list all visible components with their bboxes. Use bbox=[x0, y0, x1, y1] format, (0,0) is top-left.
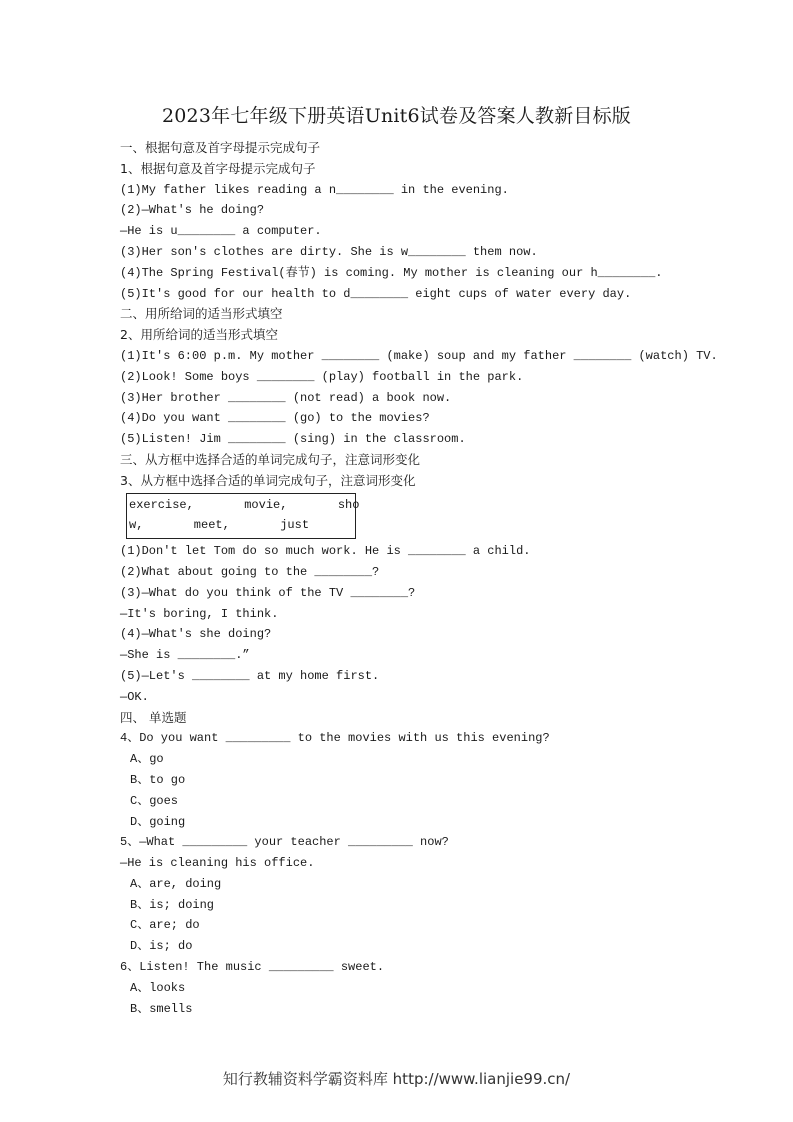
q1-item: (5)It's good for our health to d________ eight cups of water every day. bbox=[120, 286, 632, 301]
q3-item: (1)Don't let Tom do so much work. He is ________ a child. bbox=[120, 544, 531, 559]
q3-item: (3)—What do you think of the TV ________? bbox=[120, 585, 416, 600]
q2-item: (3)Her brother ________ (not read) a book now. bbox=[120, 390, 452, 405]
q3-item: (4)—What's she doing? bbox=[120, 627, 272, 642]
q4-option: B、to go bbox=[130, 772, 186, 787]
q3-item: (2)What about going to the ________? bbox=[120, 564, 380, 579]
question-heading-2: 2、用所给词的适当形式填空 bbox=[120, 327, 278, 343]
q5-stem: 5、—What _________ your teacher _________ now? bbox=[120, 835, 449, 850]
word-box bbox=[126, 493, 360, 540]
q2-item: (2)Look! Some boys ________ (play) football in the park. bbox=[120, 369, 524, 384]
q3-item: (5)—Let's ________ at my home first. bbox=[120, 668, 380, 683]
q1-item: (2)—What's he doing? bbox=[120, 203, 265, 218]
question-heading-3: 3、从方框中选择合适的单词完成句子，注意词形变化 bbox=[120, 472, 416, 488]
q5-option: A、are, doing bbox=[130, 876, 222, 891]
document-body bbox=[120, 138, 718, 1019]
q6-option: B、smells bbox=[130, 1001, 193, 1016]
q2-item: (5)Listen! Jim ________ (sing) in the classroom. bbox=[120, 432, 466, 447]
page-footer: 知行教辅资料学霸资料库 http://www.lianjie99.cn/ bbox=[222, 1070, 571, 1088]
question-heading-1: 1、根据句意及首字母提示完成句子 bbox=[120, 160, 316, 176]
q3-item: —She is ________.” bbox=[120, 648, 250, 663]
q5-option: C、are; do bbox=[130, 918, 200, 933]
q4-option: A、go bbox=[130, 752, 164, 767]
q6-stem: 6、Listen! The music _________ sweet. bbox=[120, 960, 385, 975]
q6-option: A、looks bbox=[130, 980, 186, 995]
q3-item: —OK. bbox=[120, 689, 149, 704]
q5-option: D、is; do bbox=[130, 939, 193, 954]
q5-stem-reply: —He is cleaning his office. bbox=[120, 856, 315, 871]
section-heading-2: 二、用所给词的适当形式填空 bbox=[120, 306, 283, 322]
word-box-line: w, meet, just bbox=[129, 518, 310, 533]
word-box-line: exercise, movie, sho bbox=[129, 497, 360, 512]
q5-option: B、is; doing bbox=[130, 897, 215, 912]
q3-item: —It's boring, I think. bbox=[120, 606, 279, 621]
q4-stem: 4、Do you want _________ to the movies with us this evening? bbox=[120, 731, 550, 746]
q1-item: (1)My father likes reading a n________ in the evening. bbox=[120, 182, 509, 197]
section-heading-4: 四、 单选题 bbox=[120, 709, 187, 725]
section-heading-3: 三、从方框中选择合适的单词完成句子，注意词形变化 bbox=[120, 451, 421, 467]
q1-item: (3)Her son's clothes are dirty. She is w________ them now. bbox=[120, 244, 538, 259]
section-heading-1: 一、根据句意及首字母提示完成句子 bbox=[120, 140, 321, 155]
q1-item: (4)The Spring Festival(春节) is coming. My mother is cleaning our h________. bbox=[120, 265, 663, 280]
q2-item: (4)Do you want ________ (go) to the movies? bbox=[120, 411, 430, 426]
q4-option: D、going bbox=[130, 814, 186, 829]
q2-item: (1)It's 6:00 p.m. My mother ________ (make) soup and my father ________ (watch) TV. bbox=[120, 348, 718, 363]
q4-option: C、goes bbox=[130, 793, 179, 808]
q1-item: —He is u________ a computer. bbox=[120, 224, 322, 239]
document-title: 2023年七年级下册英语Unit6试卷及答案人教新目标版 bbox=[161, 105, 631, 127]
